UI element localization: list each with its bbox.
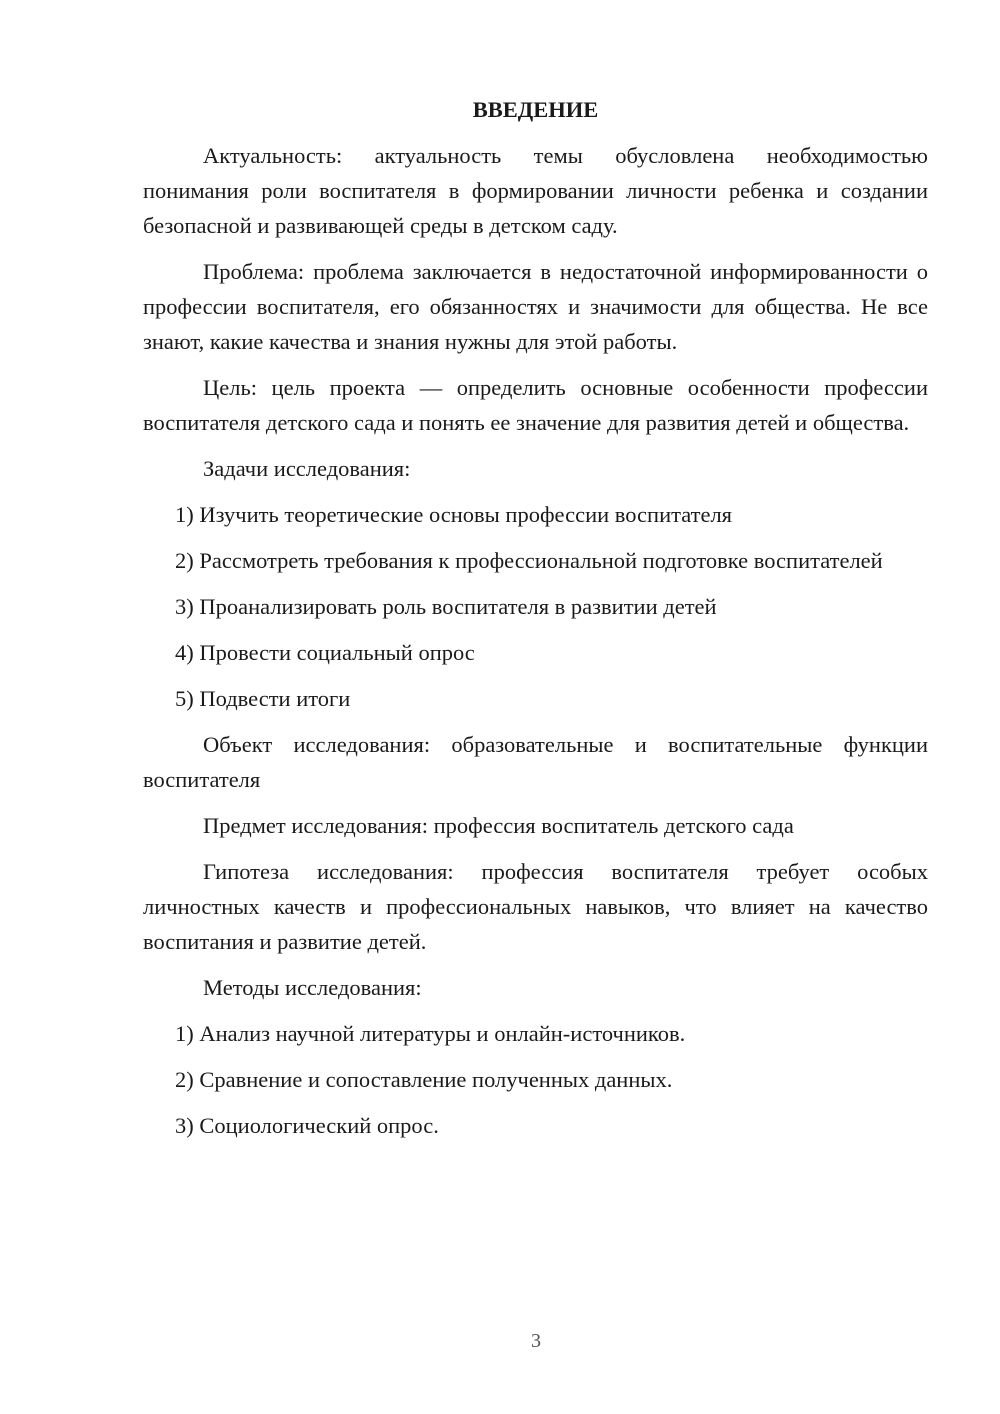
methods-heading: Методы исследования: <box>203 975 422 1000</box>
page-number: 3 <box>531 1330 541 1352</box>
method-item: 1) Анализ научной литературы и онлайн-источников. <box>175 1021 686 1046</box>
methods-list <box>143 1016 928 1143</box>
goal-paragraph: Цель: цель проекта — определить основные особенности профессии воспитателя детского сада и понять ее значение для развития детей и общества. <box>143 375 928 435</box>
task-item: 3) Проанализировать роль воспитателя в развитии детей <box>175 594 717 619</box>
relevance-paragraph: Актуальность: актуальность темы обусловлена необходимостью понимания роли воспитателя в формировании личности ребенка и создании безопасной и развивающей среды в детском саду. <box>143 143 928 238</box>
problem-paragraph: Проблема: проблема заключается в недостаточной информированности о профессии воспитателя, его обязанностях и значимости для общества. Не все знают, какие качества и знания нужны для этой работы. <box>143 259 928 354</box>
task-item: 4) Провести социальный опрос <box>175 640 475 665</box>
hypothesis-paragraph: Гипотеза исследования: профессия воспитателя требует особых личностных качеств и профессиональных навыков, что влияет на качество воспитания и развитие детей. <box>143 859 928 954</box>
document-page <box>143 92 928 1154</box>
task-item: 2) Рассмотреть требования к профессиональной подготовке воспитателей <box>175 548 883 573</box>
subject-paragraph: Предмет исследования: профессия воспитатель детского сада <box>203 813 794 838</box>
document-title: ВВЕДЕНИЕ <box>472 97 599 122</box>
tasks-heading: Задачи исследования: <box>203 456 411 481</box>
method-item: 2) Сравнение и сопоставление полученных данных. <box>175 1067 673 1092</box>
task-item: 5) Подвести итоги <box>175 686 351 711</box>
method-item: 3) Социологический опрос. <box>175 1113 439 1138</box>
tasks-list <box>143 497 928 716</box>
task-item: 1) Изучить теоретические основы профессии воспитателя <box>175 502 733 527</box>
object-paragraph: Объект исследования: образовательные и воспитательные функции воспитателя <box>143 732 928 792</box>
